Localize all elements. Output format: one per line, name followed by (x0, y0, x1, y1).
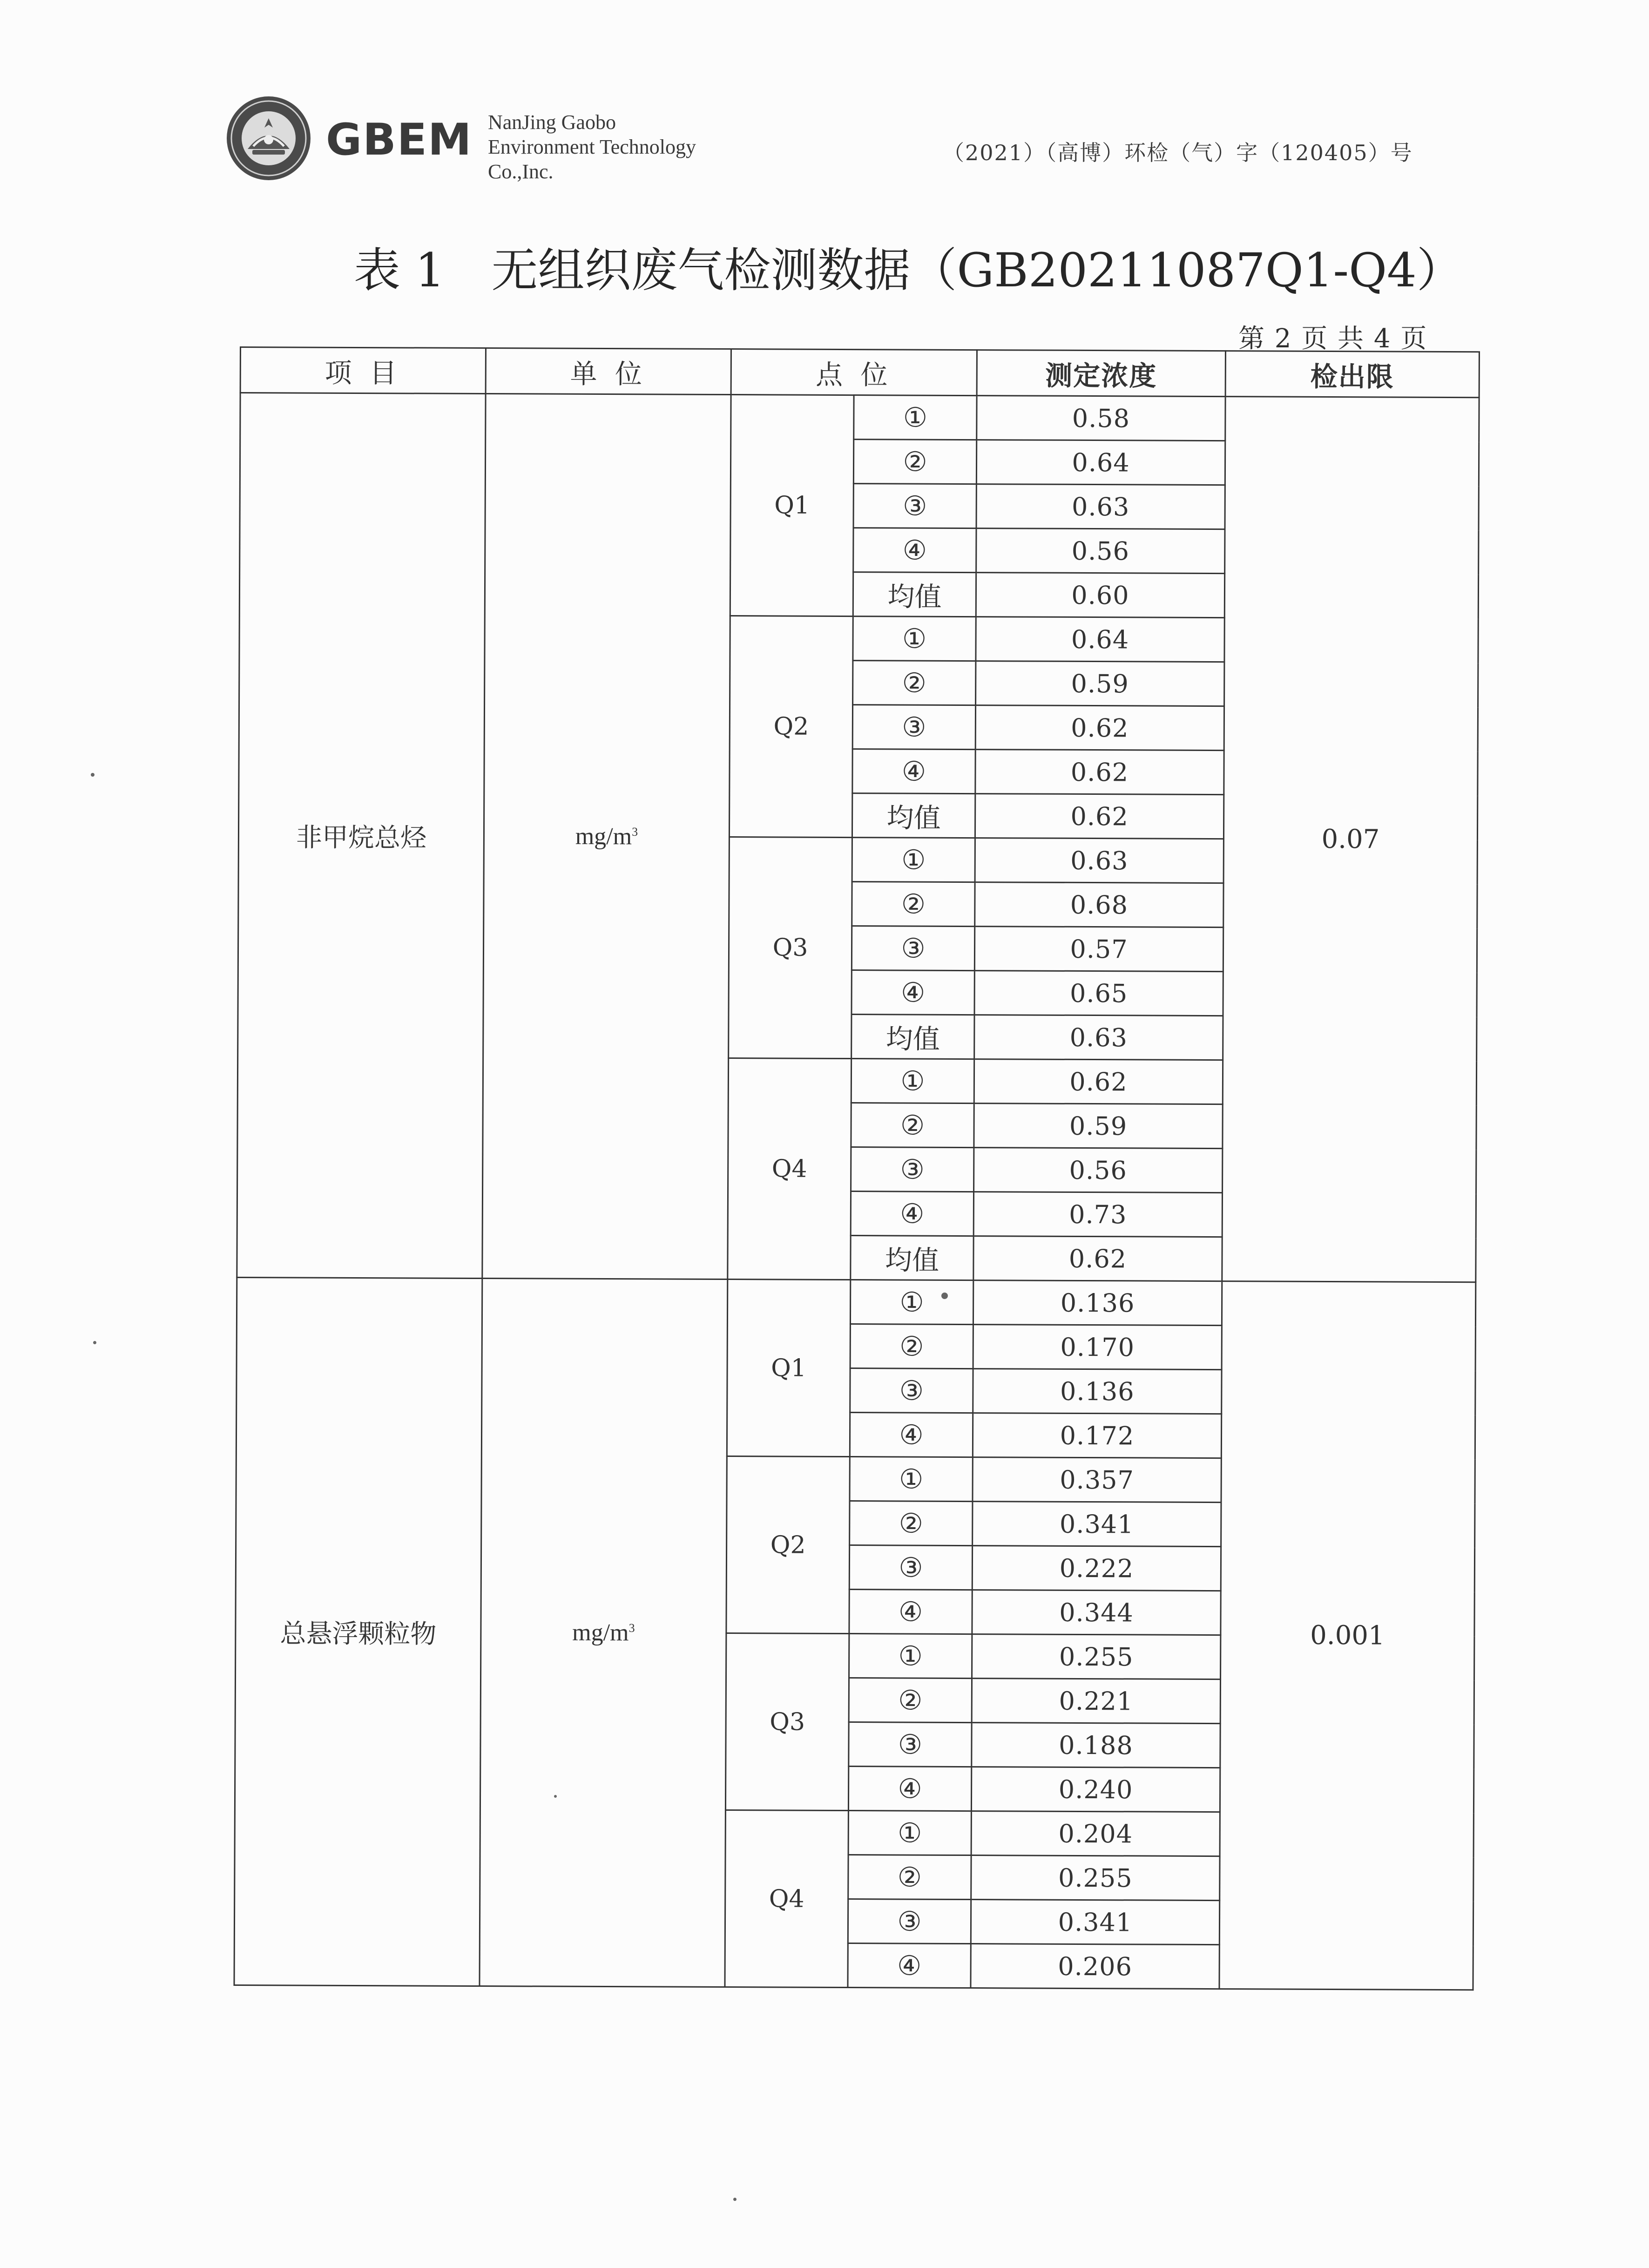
concentration-value: 0.240 (971, 1767, 1220, 1812)
header-unit: 单 位 (486, 348, 731, 395)
concentration-value: 0.255 (971, 1855, 1220, 1901)
concentration-value: 0.255 (972, 1634, 1221, 1679)
point-name: Q2 (726, 1456, 850, 1634)
concentration-value: 0.65 (974, 971, 1223, 1016)
concentration-value: 0.62 (975, 705, 1224, 751)
concentration-value: 0.357 (973, 1457, 1221, 1503)
unit-superscript: 3 (632, 825, 638, 839)
table-row (240, 393, 1479, 442)
unit-cell (482, 394, 731, 1280)
table-title (354, 233, 1463, 300)
unit-text: mg/m (572, 1619, 629, 1646)
seal-icon (224, 94, 313, 183)
point-name: Q3 (729, 837, 852, 1059)
sample-index: ④ (849, 1590, 972, 1634)
sample-index: ② (849, 1678, 972, 1723)
scan-speck (91, 773, 95, 777)
unit-text: mg/m (575, 823, 632, 850)
concentration-value: 0.62 (974, 1059, 1223, 1104)
concentration-value: 0.188 (972, 1723, 1220, 1768)
concentration-value: 0.206 (971, 1944, 1219, 1989)
concentration-value: 0.344 (972, 1590, 1221, 1635)
concentration-value: 0.170 (973, 1325, 1222, 1370)
scan-speck (93, 1341, 96, 1344)
sample-index: ④ (850, 1413, 973, 1457)
sample-index: ③ (853, 484, 976, 528)
sample-index: ② (850, 1324, 973, 1369)
concentration-value: 0.58 (977, 396, 1225, 441)
concentration-value: 0.57 (974, 927, 1223, 972)
sample-index: ③ (852, 705, 975, 750)
sample-index: ② (848, 1855, 971, 1900)
concentration-value: 0.63 (976, 484, 1225, 529)
detection-limit: 0.07 (1222, 397, 1479, 1282)
point-name: Q1 (730, 395, 854, 616)
point-name: Q1 (727, 1280, 850, 1457)
concentration-value: 0.172 (973, 1413, 1221, 1458)
sample-index: ② (850, 1501, 973, 1546)
header-point: 点 位 (731, 349, 977, 396)
sample-index: 均值 (851, 1236, 973, 1280)
sample-index: ④ (848, 1767, 971, 1811)
concentration-value: 0.56 (974, 1148, 1223, 1193)
sample-index: ③ (849, 1722, 972, 1767)
item-name: 总悬浮颗粒物 (234, 1277, 482, 1986)
sample-index: ③ (851, 1147, 974, 1192)
concentration-value: 0.341 (971, 1900, 1219, 1945)
concentration-value: 0.63 (975, 838, 1223, 883)
scan-speck (733, 2198, 737, 2201)
concentration-value: 0.62 (973, 1236, 1222, 1281)
concentration-value: 0.56 (976, 528, 1225, 574)
concentration-value: 0.136 (973, 1280, 1222, 1326)
sample-index: ② (853, 440, 976, 484)
concentration-value: 0.59 (974, 1104, 1223, 1149)
sample-index: 均值 (852, 793, 975, 838)
company-name-line: NanJing Gaobo (488, 111, 616, 134)
sample-index: ③ (852, 926, 974, 971)
sample-index: ③ (850, 1368, 973, 1413)
page-indicator: 第 2 页 共 4 页 (1238, 324, 1428, 354)
concentration-value: 0.64 (976, 440, 1225, 485)
sample-index: ① (853, 616, 976, 661)
concentration-value: 0.136 (973, 1369, 1222, 1414)
detection-limit: 0.001 (1219, 1281, 1476, 1990)
concentration-value: 0.60 (976, 573, 1224, 618)
concentration-value: 0.341 (973, 1502, 1221, 1547)
point-name: Q2 (729, 616, 853, 838)
point-name: Q4 (728, 1058, 852, 1280)
company-name-line: Environment Technology (488, 135, 696, 158)
unit-cell (480, 1279, 728, 1987)
header-item: 项 目 (240, 347, 486, 394)
header-concentration: 测定浓度 (977, 350, 1225, 397)
sample-index: ① (854, 395, 977, 440)
sample-index: ① (848, 1811, 971, 1855)
company-name (488, 110, 696, 184)
point-name: Q4 (725, 1810, 848, 1988)
scan-speck (941, 1293, 948, 1299)
point-name: Q3 (725, 1633, 849, 1811)
concentration-value: 0.73 (973, 1192, 1222, 1237)
sample-index: ① (852, 838, 975, 882)
concentration-value: 0.204 (971, 1811, 1220, 1856)
brand-name: GBEM (326, 115, 473, 165)
concentration-value: 0.68 (975, 882, 1223, 928)
table-header-row (240, 347, 1479, 398)
scan-speck (554, 1795, 557, 1798)
sample-index: ④ (852, 749, 975, 794)
company-name-line: Co.,Inc. (488, 160, 554, 183)
item-name: 非甲烷总烃 (237, 393, 486, 1279)
concentration-value: 0.59 (976, 661, 1224, 706)
sample-index: ④ (853, 528, 976, 573)
sample-index: ④ (851, 1192, 973, 1236)
sample-index: ④ (848, 1943, 971, 1988)
concentration-value: 0.64 (976, 617, 1224, 662)
header-limit: 检出限 (1225, 351, 1479, 398)
data-table (233, 346, 1480, 1990)
sample-index: ③ (849, 1545, 972, 1590)
company-seal-logo (224, 94, 313, 183)
sample-index: 均值 (853, 572, 976, 617)
sample-index: 均值 (852, 1015, 974, 1059)
sample-index: ① (850, 1457, 973, 1502)
sample-index: ① (850, 1280, 973, 1325)
sample-index: ① (851, 1059, 974, 1104)
sample-index: ① (849, 1634, 972, 1679)
unit-superscript: 3 (629, 1621, 635, 1635)
sample-index: ② (853, 661, 976, 705)
concentration-value: 0.62 (975, 750, 1224, 795)
concentration-value: 0.63 (974, 1015, 1223, 1060)
sample-index: ② (852, 882, 975, 927)
sample-index: ② (851, 1103, 974, 1148)
concentration-value: 0.222 (972, 1546, 1221, 1591)
report-number: （2021）（高博）环检（气）字（120405）号 (943, 140, 1413, 165)
table-body (234, 393, 1479, 1990)
sample-index: ③ (848, 1899, 971, 1944)
table-title-text: 无组织废气检测数据（GB20211087Q1-Q4） (491, 243, 1463, 298)
table-row (237, 1277, 1475, 1326)
concentration-value: 0.221 (972, 1679, 1220, 1724)
concentration-value: 0.62 (975, 794, 1223, 839)
sample-index: ④ (852, 970, 974, 1015)
table-number: 表 1 (354, 243, 445, 298)
